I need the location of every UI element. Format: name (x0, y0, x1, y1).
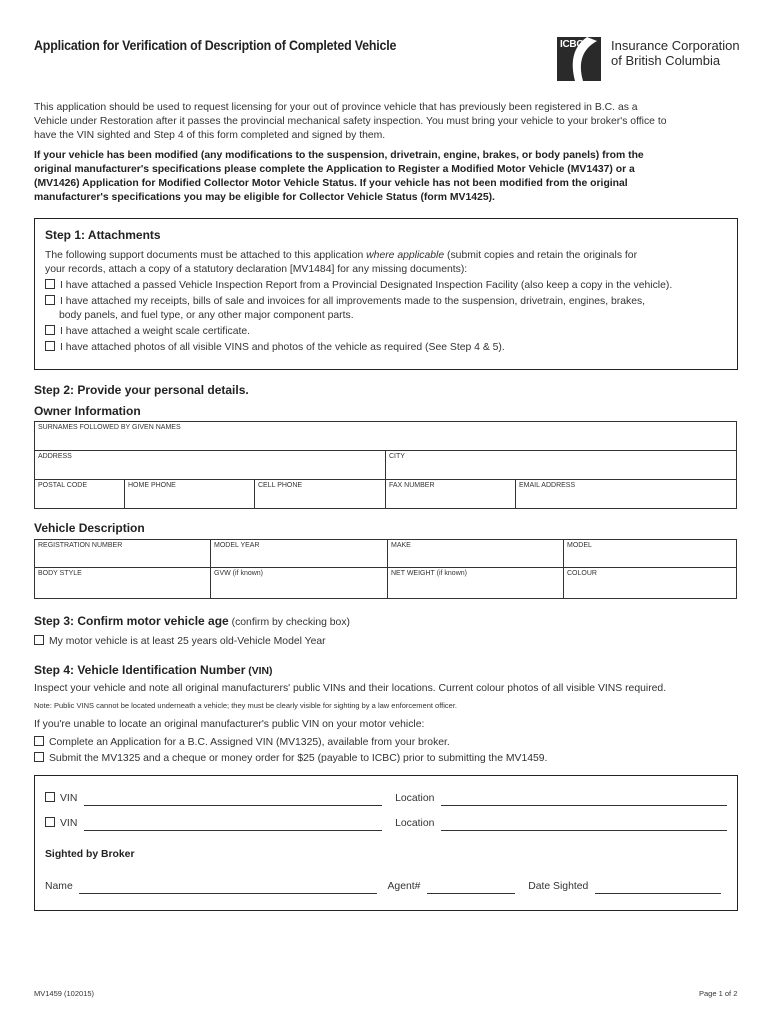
vehicle-description-heading: Vehicle Description (34, 521, 145, 535)
logo-wordmark: ICBC (560, 39, 584, 50)
agent-number-input[interactable] (427, 881, 515, 894)
model-year-field[interactable] (211, 540, 388, 568)
org-line-1: Insurance Corporation (611, 38, 740, 53)
postal-code-field[interactable] (35, 480, 125, 509)
attachment-checkbox-4[interactable] (45, 341, 55, 351)
registration-number-field[interactable] (35, 540, 211, 568)
broker-name-label: Name (45, 881, 73, 892)
date-sighted-label: Date Sighted (528, 881, 589, 892)
form-code: MV1459 (102015) (34, 989, 95, 998)
step4-unable: If you're unable to locate an original manufacturer's public VIN on your motor vehicle: (34, 719, 425, 730)
home-phone-label: HOME PHONE (128, 482, 176, 489)
step1-desc-b: where applicable (366, 250, 445, 261)
step4-option-2 (34, 752, 547, 766)
page-title: Application for Verification of Description of Completed Vehicle (34, 38, 397, 53)
step1-desc (45, 249, 730, 263)
vin-input-1[interactable] (84, 793, 382, 806)
fax-number-label: FAX NUMBER (389, 482, 435, 489)
date-sighted-input[interactable] (595, 881, 721, 894)
net-weight-label: NET WEIGHT (if known) (391, 570, 467, 577)
attachment-checkbox-3[interactable] (45, 325, 55, 335)
cell-phone-field[interactable] (255, 480, 386, 509)
model-field[interactable] (564, 540, 737, 568)
location-input-1[interactable] (441, 793, 727, 806)
location-label-2: Location (395, 818, 435, 829)
assigned-vin-checkbox[interactable] (34, 736, 44, 746)
body-style-field[interactable] (35, 568, 211, 599)
attachment-label-1: I have attached a passed Vehicle Inspection Report from a Provincial Designated Inspection Facility (also keep a copy in the vehicle). (60, 280, 673, 291)
cell-phone-label: CELL PHONE (258, 482, 303, 489)
attachment-label-2: I have attached my receipts, bills of sale and invoices for all improvements made to the suspension, drivetrain, engines, brakes, (60, 296, 646, 307)
gvw-label: GVW (if known) (214, 570, 264, 577)
model-label: MODEL (567, 542, 592, 549)
sighted-by-broker-heading: Sighted by Broker (45, 849, 135, 860)
vehicle-age-label: My motor vehicle is at least 25 years old-Vehicle Model Year (49, 636, 326, 647)
body-style-label: BODY STYLE (38, 570, 82, 577)
page-number: Page 1 of 2 (699, 989, 738, 998)
colour-field[interactable] (564, 568, 737, 599)
step1-content (45, 249, 730, 355)
step3-heading: Step 3: Confirm motor vehicle age (34, 614, 229, 628)
address-field[interactable] (35, 451, 386, 480)
submit-mv1325-checkbox[interactable] (34, 752, 44, 762)
intro-line: have the VIN sighted and Step 4 of this form completed and signed by them. (34, 130, 386, 141)
vin-input-2[interactable] (84, 818, 382, 831)
step1-heading: Step 1: Attachments (45, 228, 161, 242)
step4-heading: Step 4: Vehicle Identification Number (34, 663, 246, 677)
attachment-checkbox-1[interactable] (45, 279, 55, 289)
colour-label: COLOUR (567, 570, 597, 577)
city-label: CITY (389, 453, 405, 460)
vin-checkbox-2[interactable] (45, 817, 55, 827)
attachment-label-2b: body panels, and fuel type, or any other major component parts. (59, 310, 354, 321)
attachment-label-3: I have attached a weight scale certificate. (60, 326, 251, 337)
attachment-checkbox-2[interactable] (45, 295, 55, 305)
vin-row-1 (45, 792, 735, 806)
attachment-label-4: I have attached photos of all visible VINS and photos of the vehicle as required (See Step 4 & 5). (60, 342, 505, 353)
email-address-field[interactable] (516, 480, 737, 509)
step4-heading-row (34, 661, 273, 679)
step4-option-1 (34, 736, 450, 750)
step4-note: Note: Public VINS cannot be located underneath a vehicle; they must be clearly visible for sighting by a law enforcement officer. (34, 701, 458, 710)
assigned-vin-label: Complete an Application for a B.C. Assigned VIN (MV1325), available from your broker. (49, 737, 450, 748)
make-field[interactable] (388, 540, 564, 568)
owner-info-heading: Owner Information (34, 404, 141, 418)
email-address-label: EMAIL ADDRESS (519, 482, 576, 489)
make-label: MAKE (391, 542, 411, 549)
model-year-label: MODEL YEAR (214, 542, 260, 549)
home-phone-field[interactable] (125, 480, 255, 509)
city-field[interactable] (386, 451, 737, 480)
intro-bold-text (34, 149, 744, 205)
net-weight-field[interactable] (388, 568, 564, 599)
surnames-label: SURNAMES FOLLOWED BY GIVEN NAMES (38, 424, 181, 431)
broker-row (45, 880, 735, 894)
gvw-field[interactable] (211, 568, 388, 599)
surnames-field[interactable] (35, 422, 737, 451)
postal-code-label: POSTAL CODE (38, 482, 88, 489)
step3-heading-note: (confirm by checking box) (228, 617, 350, 628)
agent-number-label: Agent# (387, 881, 421, 892)
vehicle-age-checkbox[interactable] (34, 635, 44, 645)
step3-item (34, 635, 326, 649)
step3-heading-row (34, 614, 350, 628)
location-input-2[interactable] (441, 818, 727, 831)
intro-text (34, 101, 744, 143)
address-label: ADDRESS (38, 453, 72, 460)
step1-desc-2: your records, attach a copy of a statutory declaration [MV1484] for any missing documents): (45, 264, 468, 275)
location-label-1: Location (395, 793, 435, 804)
vin-label-1: VIN (60, 793, 78, 804)
intro-bold-line: original manufacturer's specifications please complete the Application to Register a Modified Motor Vehicle (MV1437) or a (34, 164, 635, 175)
vin-row-2 (45, 817, 735, 831)
intro-line: This application should be used to request licensing for your out of province vehicle that has previously been registered in B.C. as a (34, 102, 638, 113)
intro-bold-line: (MV1426) Application for Modified Collector Motor Vehicle Status. If your vehicle has not been modified from the original (34, 178, 628, 189)
vin-label-2: VIN (60, 818, 78, 829)
fax-number-field[interactable] (386, 480, 516, 509)
org-line-2: of British Columbia (611, 53, 721, 68)
vehicle-description-table (34, 539, 737, 599)
registration-number-label: REGISTRATION NUMBER (38, 542, 123, 549)
step1-desc-c: (submit copies and retain the originals for (444, 250, 638, 261)
icbc-logo (557, 37, 601, 81)
submit-mv1325-label: Submit the MV1325 and a cheque or money order for $25 (payable to ICBC) prior to submitting the MV1459. (49, 753, 548, 764)
intro-bold-line: If your vehicle has been modified (any modifications to the suspension, drivetrain, engine, brakes, or body panels) from the (34, 150, 644, 161)
step1-desc-a: The following support documents must be attached to this application (45, 250, 367, 261)
broker-name-input[interactable] (79, 881, 377, 894)
intro-bold-line: manufacturer's specifications you may be eligible for Collector Vehicle Status (form MV1425). (34, 192, 495, 203)
org-name (611, 38, 740, 68)
step4-desc: Inspect your vehicle and note all original manufacturers' public VINs and their locations. Current colour photos of all visible VINS required. (34, 683, 667, 694)
intro-line: Vehicle under Restoration after it passes the provincial mechanical safety inspection. You must bring your vehicle to your broker's office to (34, 116, 667, 127)
step2-heading: Step 2: Provide your personal details. (34, 383, 249, 397)
vin-checkbox-1[interactable] (45, 792, 55, 802)
step4-heading-vin: (VIN) (245, 666, 273, 677)
owner-info-table (34, 421, 737, 509)
